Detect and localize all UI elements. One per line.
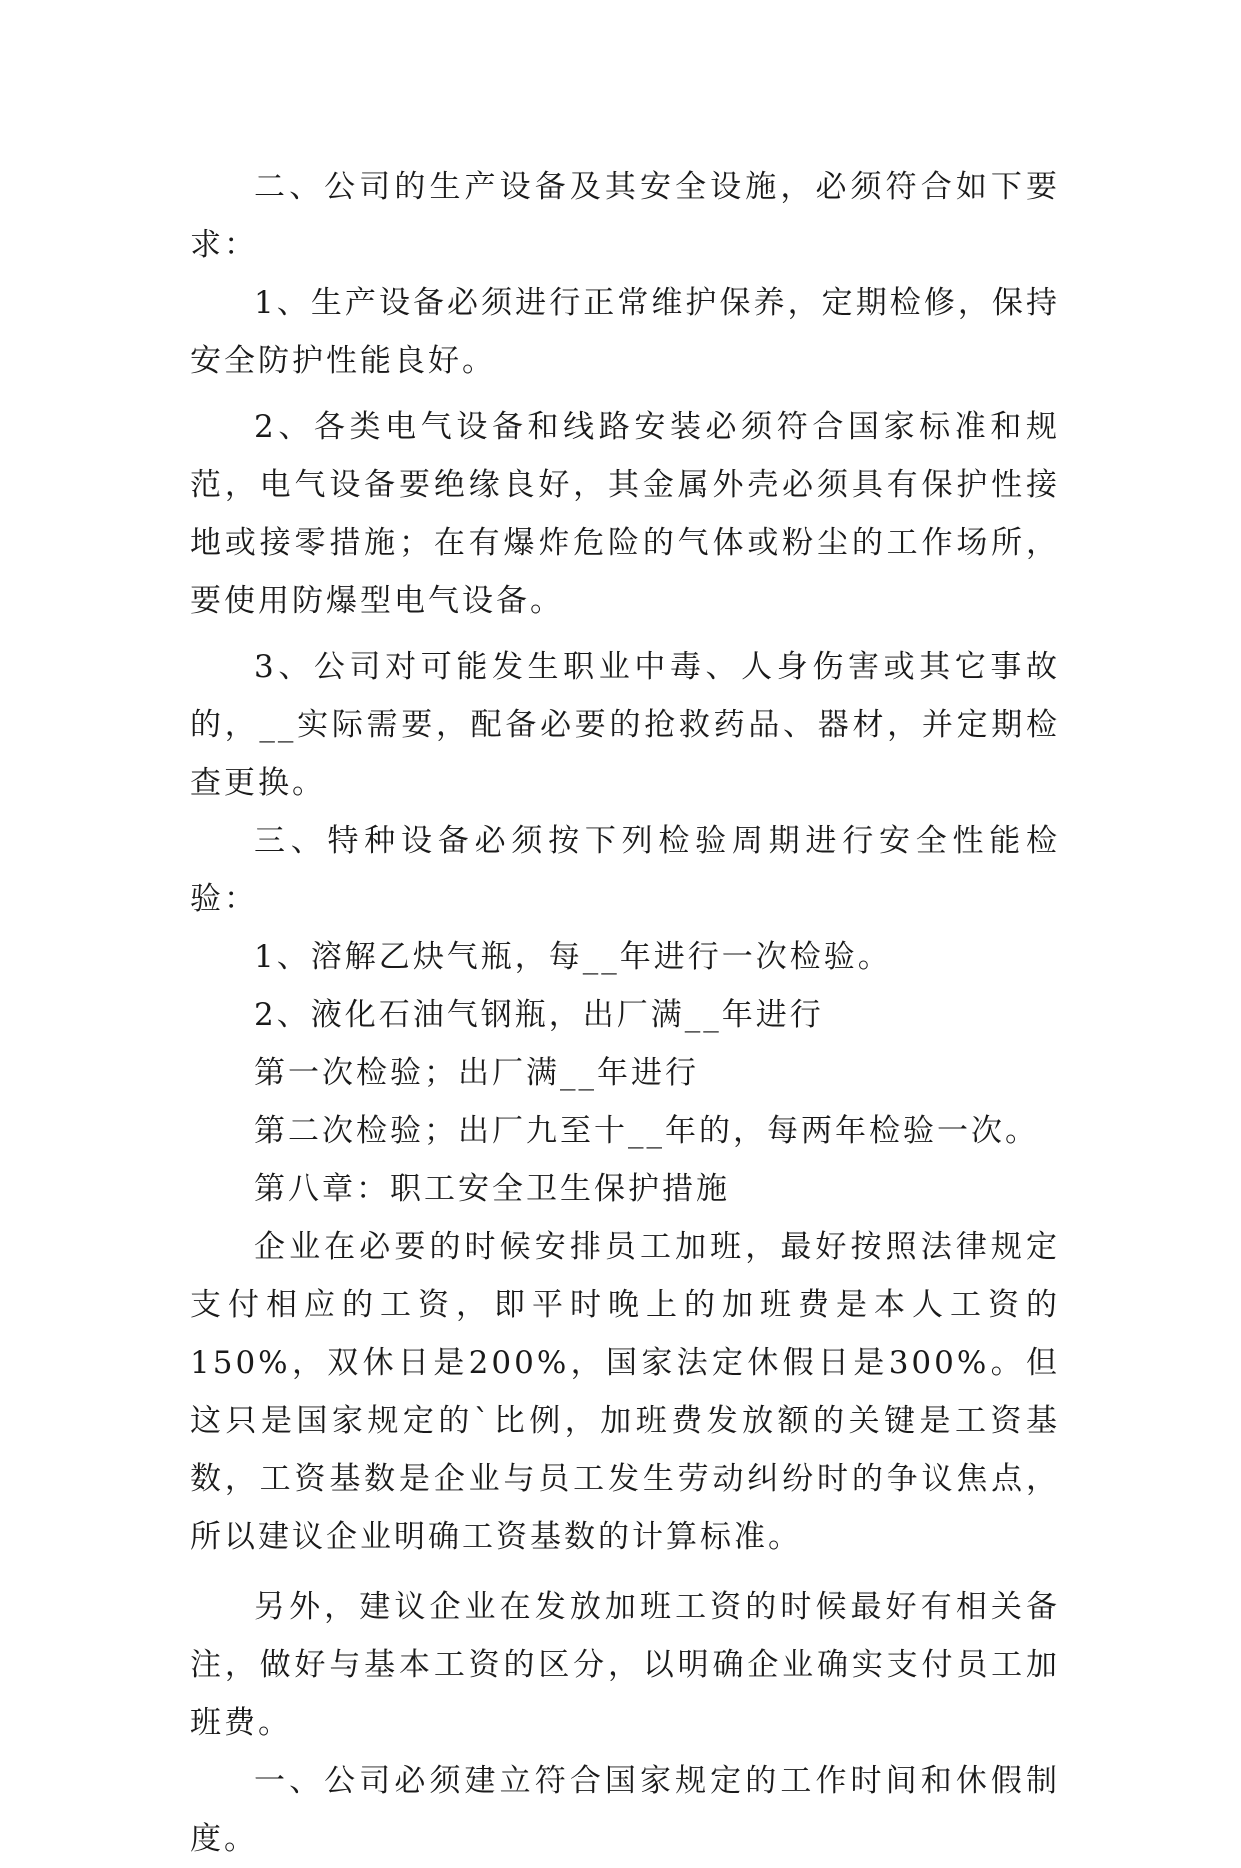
paragraph-maintenance: 1、生产设备必须进行正常维护保养，定期检修，保持安全防护性能良好。 [190,285,1060,379]
paragraph-working-hours: 一、公司必须建立符合国家规定的工作时间和休假制度。 [190,1763,1060,1857]
paragraph-first-aid: 3、公司对可能发生职业中毒、人身伤害或其它事故的，__实际需要，配备必要的抢救药品、器材，并定期检查更换。 [190,649,1060,801]
paragraph-first-inspection: 第一次检验；出厂满__年进行 [254,1055,699,1091]
paragraph-overtime-notes: 另外，建议企业在发放加班工资的时候最好有相关备注，做好与基本工资的区分，以明确企业确实支付员工加班费。 [190,1589,1060,1741]
paragraph-special-equipment: 三、特种设备必须按下列检验周期进行安全性能检验： [190,823,1060,917]
paragraph-second-inspection: 第二次检验；出厂九至十__年的，每两年检验一次。 [254,1113,1039,1149]
paragraph-equipment-requirements: 二、公司的生产设备及其安全设施，必须符合如下要求： [190,169,1060,263]
paragraph-electrical-equipment: 2、各类电气设备和线路安装必须符合国家标准和规范，电气设备要绝缘良好，其金属外壳必须具有保护性接地或接零措施；在有爆炸危险的气体或粉尘的工作场所，要使用防爆型电气设备。 [190,409,1060,619]
paragraph-acetylene: 1、溶解乙炔气瓶，每__年进行一次检验。 [254,939,892,975]
paragraph-overtime-pay: 企业在必要的时候安排员工加班，最好按照法律规定支付相应的工资，即平时晚上的加班费是本人工资的150%，双休日是200%，国家法定休假日是300%。但这只是国家规定的`比例，加班费发放额的关键是工资基数，工资基数是企业与员工发生劳动纠纷时的争议焦点，所以建议企业明确工资基数的计算标准。 [190,1229,1060,1555]
paragraph-lpg-cylinder: 2、液化石油气钢瓶，出厂满__年进行 [254,997,824,1033]
chapter-heading: 第八章：职工安全卫生保护措施 [254,1171,730,1207]
document-body [190,158,1060,1868]
